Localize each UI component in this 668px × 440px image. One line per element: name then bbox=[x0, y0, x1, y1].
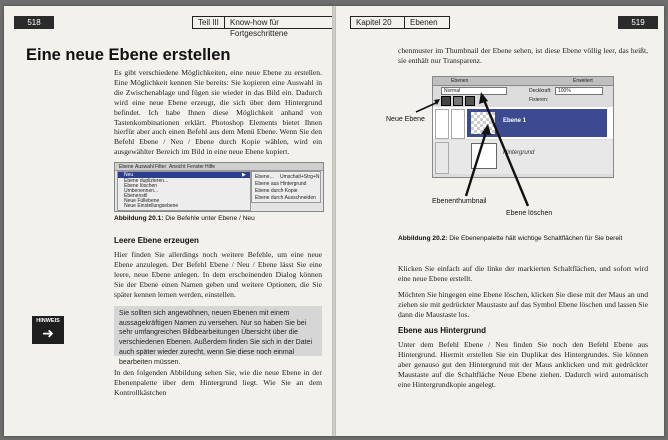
caption-label: Abbildung 20.2: bbox=[398, 235, 448, 242]
submenu-shortcut: Umschalt+Strg+N bbox=[280, 174, 320, 180]
menu-screenshot bbox=[114, 162, 324, 212]
menu-item: Ebenenstil bbox=[124, 193, 148, 199]
menu-fenster: Fenster bbox=[187, 164, 204, 170]
arrow-delete bbox=[484, 100, 528, 206]
layer2-name: Hintergrund bbox=[503, 150, 535, 156]
menu-dropdown bbox=[117, 171, 251, 211]
closing-paragraph: In den folgenden Abbildung sehen Sie, wie die neue Ebene in der Ebenenpalette über dem Hintergrund liegt. Wie Sie an dem Kontrollkästchen bbox=[114, 368, 322, 397]
page-number: 519 bbox=[618, 16, 658, 29]
caption-label: Abbildung 20.1: bbox=[114, 215, 164, 222]
blend-mode-value: Normal bbox=[444, 88, 461, 94]
menu-item: Umbenennen... bbox=[124, 188, 159, 194]
chapter-label: Kapitel 20 bbox=[350, 16, 410, 29]
note-box: Sie sollten sich angewöhnen, neuen Ebenen mit einem aussagekräftigen Namen zu versehen. Nur so haben Sie bei sehr umfangreichen Bildbearbeitungen Übersicht über die verschiedenen Ebenen. Außerdem finden Sie sich in der Datei auch später wieder zurecht, wenn Sie diese noch einmal bearbeiten müssen. bbox=[114, 306, 322, 356]
menu-item-neu: Neu bbox=[124, 172, 134, 178]
menu-hilfe: Hilfe bbox=[205, 164, 216, 170]
opacity-value: 100% bbox=[558, 88, 571, 94]
label-delete-layer: Ebene löschen bbox=[506, 210, 553, 217]
chapter-title: Ebenen bbox=[404, 16, 450, 29]
menu-item: Ebene löschen bbox=[124, 183, 158, 189]
caption-text: Die Befehle unter Ebene / Neu bbox=[165, 215, 255, 222]
submenu-item-ebene: Ebene... bbox=[255, 174, 274, 180]
menu-ansicht: Ansicht bbox=[169, 164, 186, 170]
submenu-item: Ebene aus Hintergrund bbox=[255, 181, 307, 187]
part-label: Teil III bbox=[192, 16, 230, 29]
chevron-right-icon: ▶ bbox=[242, 172, 246, 178]
right-page bbox=[336, 6, 664, 436]
arrow-thumbnail bbox=[466, 132, 486, 196]
menu-item: Ebene duplizieren... bbox=[124, 178, 169, 184]
note-icon-label: HINWEIS bbox=[32, 316, 64, 326]
menu-filter: Filter bbox=[155, 164, 167, 170]
label-thumbnail: Ebenenthumbnail bbox=[432, 198, 487, 205]
palette-title: Ebenen bbox=[451, 78, 469, 84]
part-title: Know-how für Fortgeschrittene bbox=[224, 16, 333, 29]
menu-auswahl: Auswahl bbox=[135, 164, 154, 170]
menu-bar bbox=[115, 163, 323, 171]
figure-caption bbox=[114, 214, 322, 223]
menu-ebene: Ebene bbox=[119, 164, 134, 170]
paragraph: Unter dem Befehl Ebene / Neu finden Sie noch den Befehl Ebene aus Hintergrund. Hiermit erstellen Sie ein Duplikat des Hintergrundes. Sie können aber genauso gut den Hintergrund mit der Maus anklicken und mit gedrückter Maustaste auf die Schaltfläche Neue Ebene ziehen. Dadurch wird automatisch eine Hintergrundkopie angelegt. bbox=[398, 340, 648, 389]
intro-paragraph: chenmuster im Thumbnail der Ebene sehen, ist diese Ebene völlig leer, das heißt, sie enthält nur Transparenz. bbox=[398, 46, 648, 65]
page-number: 518 bbox=[14, 16, 54, 29]
paragraph: Klicken Sie einfach auf die linke der markierten Schaltflächen, und sofort wird eine neue Ebene erstellt. bbox=[398, 264, 648, 283]
submenu-item: Ebene durch Ausschneiden bbox=[255, 195, 316, 201]
menu-item: Neue Füllebene bbox=[124, 198, 160, 204]
palette-more: Erweitert bbox=[573, 78, 593, 84]
menu-item: Neue Einstellungsebene bbox=[124, 203, 179, 209]
note-icon bbox=[32, 316, 64, 344]
page-heading: Eine neue Ebene erstellen bbox=[26, 46, 231, 64]
lock-label: Fixieren: bbox=[529, 97, 549, 103]
body-paragraph: Hier finden Sie allerdings noch weitere Befehle, um eine neue Ebene anzulegen. Der Befehl Ebene / Neu / Ebene lässt Sie eine leere, neue Ebene anlegen. In dem erscheinenden Dialog können Sie der Ebene einen Namen geben und weitere Optionen, die Sie später kennen lernen werden, einstellen. bbox=[114, 250, 322, 299]
intro-paragraph: Es gibt verschiedene Möglichkeiten, eine neue Ebene zu erstellen. Eine Möglichkeit kennen Sie bereits: Sie kopieren eine Auswahl in die Zwischenablage und fügen sie wieder in das Bild ein. Dadurch wird eine neue Ebene erzeugt, die sich über dem Hintergrund befindet. Ich habe Ihnen diese Möglichkeit anhand von Tastenkombinationen erklärt. Photoshop Elements bietet Ihnen hierfür aber auch einen Befehl aus dem Menü Ebene. Wenn Sie den Befehl Ebene / Neu / Ebene durch Kopie wählen, wird ein ausgewählter Bereich im Bild in eine neue Ebene kopiert. bbox=[114, 68, 322, 157]
figure-caption bbox=[398, 234, 648, 243]
paragraph: Möchten Sie hingegen eine Ebene löschen, klicken Sie diese mit der Maus an und ziehen sie mit gedrückter Maustaste auf das Symbol Ebene löschen und lassen Sie dann die Maustaste los. bbox=[398, 290, 648, 319]
submenu-item: Ebene durch Kopie bbox=[255, 188, 298, 194]
opacity-label: Deckkraft: bbox=[529, 88, 552, 94]
caption-text: Die Ebenenpalette hält wichtige Schaltflächen für Sie bereit bbox=[449, 235, 623, 242]
submenu bbox=[251, 171, 321, 203]
label-new-layer: Neue Ebene bbox=[386, 116, 425, 123]
layer1-name: Ebene 1 bbox=[503, 118, 527, 124]
arrow-right-icon: ➜ bbox=[32, 326, 64, 344]
subheading: Ebene aus Hintergrund bbox=[398, 326, 487, 335]
arrow-new-layer bbox=[416, 102, 438, 112]
subheading: Leere Ebene erzeugen bbox=[114, 236, 199, 245]
left-page bbox=[4, 6, 334, 436]
